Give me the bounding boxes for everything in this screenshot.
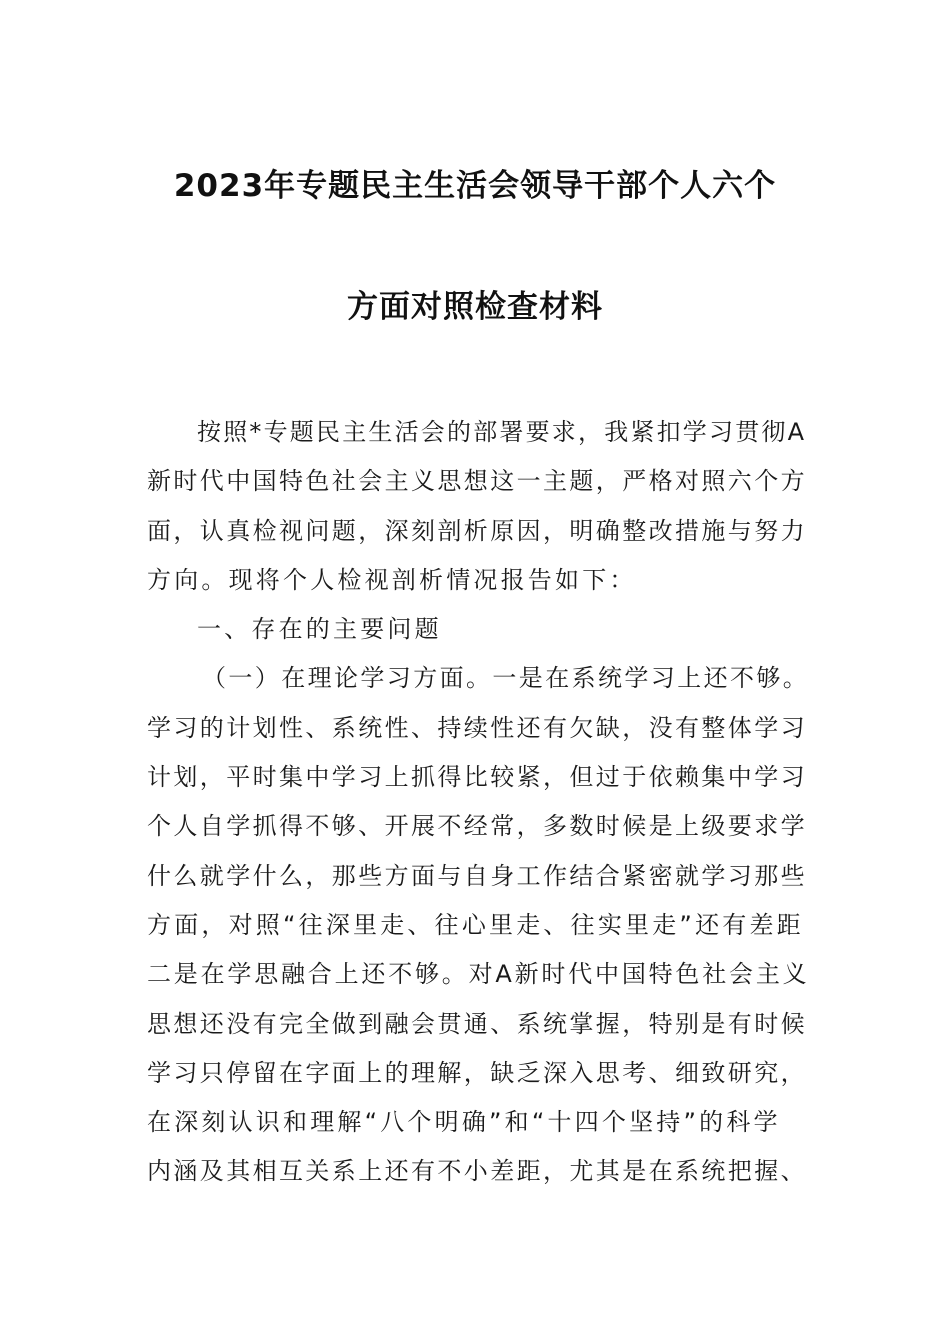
section-heading: 一、存在的主要问题 (197, 615, 442, 644)
document-title-line-1: 2023年专题民主生活会领导干部个人六个 (173, 168, 777, 204)
paragraph-line: 在深刻认识和理解“八个明确”和“十四个坚持”的科学 (147, 1108, 781, 1137)
paragraph-line: 内涵及其相互关系上还有不小差距，尤其是在系统把握、 (147, 1157, 807, 1186)
paragraph-line: 按照*专题民主生活会的部署要求，我紧扣学习贯彻A (197, 418, 807, 446)
paragraph-line: 学习的计划性、系统性、持续性还有欠缺，没有整体学习 (147, 713, 807, 742)
paragraph-line: 新时代中国特色社会主义思想这一主题，严格对照六个方 (147, 467, 807, 496)
paragraph-line: 方向。现将个人检视剖析情况报告如下： (147, 565, 637, 594)
paragraph-line: 思想还没有完全做到融会贯通、系统掌握，特别是有时候 (147, 1009, 807, 1038)
paragraph-line: 面，认真检视问题，深刻剖析原因，明确整改措施与努力 (147, 516, 807, 545)
paragraph-line: 个人自学抓得不够、开展不经常，多数时候是上级要求学 (147, 812, 807, 841)
paragraph-line: 学习只停留在字面上的理解，缺乏深入思考、细致研究， (147, 1058, 807, 1087)
paragraph-line: 方面，对照“往深里走、往心里走、往实里走”还有差距 (147, 910, 804, 939)
document-body (147, 408, 809, 1197)
document-title-line-2: 方面对照检查材料 (347, 289, 603, 325)
paragraph-line: 什么就学什么，那些方面与自身工作结合紧密就学习那些 (147, 861, 807, 890)
paragraph-line: （一）在理论学习方面。一是在系统学习上还不够。 (202, 664, 809, 693)
paragraph-line: 二是在学思融合上还不够。对A新时代中国特色社会主义 (147, 960, 809, 989)
paragraph-line: 计划，平时集中学习上抓得比较紧，但过于依赖集中学习 (147, 763, 807, 792)
